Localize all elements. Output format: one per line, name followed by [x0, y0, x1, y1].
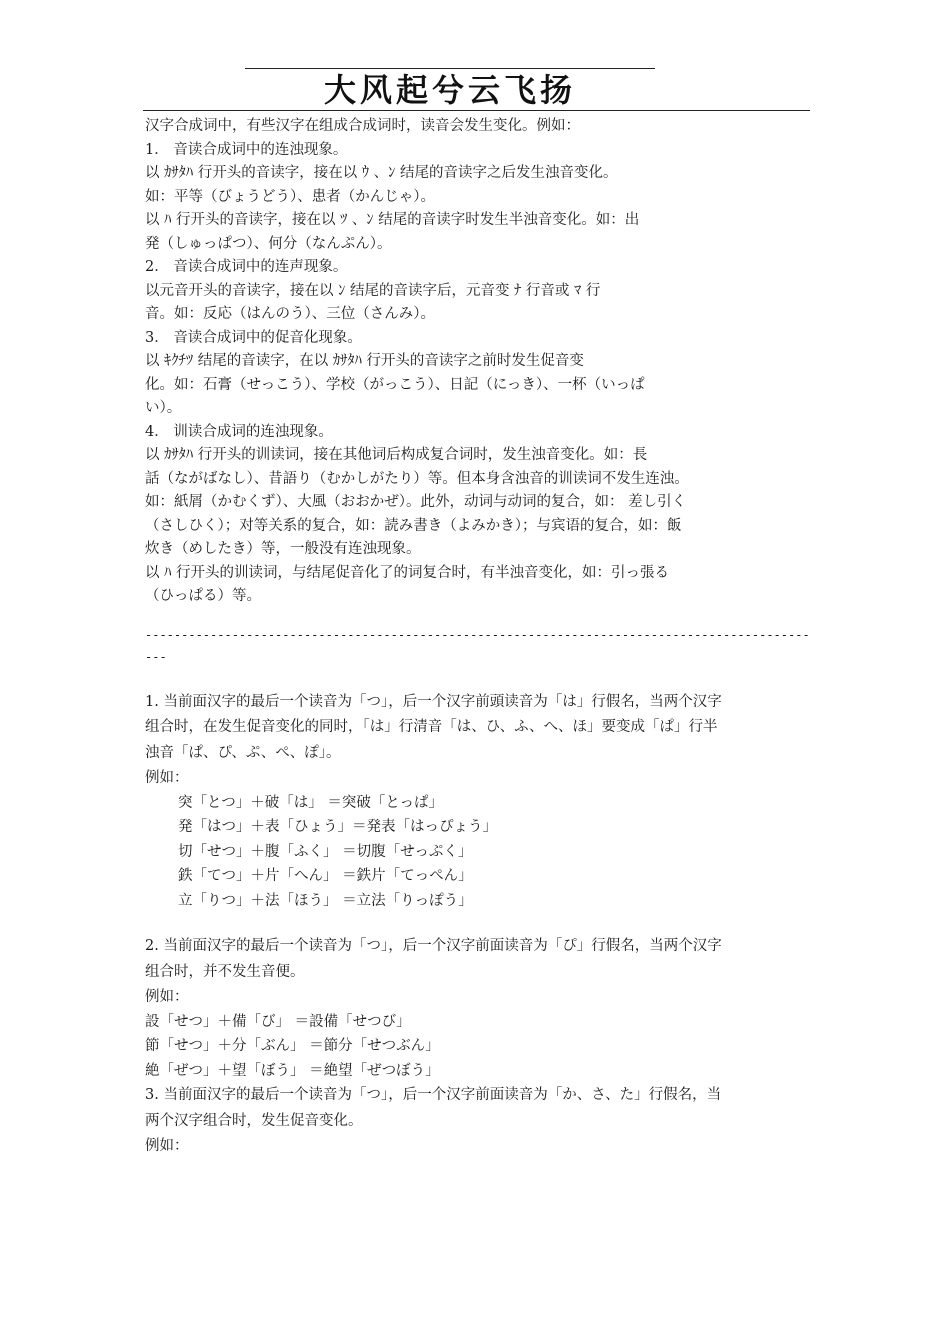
paragraph-line: 話（ながばなし）、昔語り（むかしがたり）等。但本身含浊音的训读词不发生连浊。	[145, 470, 689, 487]
spacer	[145, 913, 810, 934]
paragraph-line: い）。	[145, 400, 182, 416]
heading-4: 4． 训读合成词的连浊现象。	[145, 423, 333, 440]
intro-line: 汉字合成词中，有些汉字在组成合成词时，读音会发生变化。例如：	[145, 118, 580, 134]
paragraph-line: 以 ｷｸﾁﾂ 结尾的音读字，在以 ｶｻﾀﾊ 行开头的音读字之前时发生促音变	[145, 353, 584, 369]
paragraph-line: 如：平等（びょうどう）、患者（かんじゃ）。	[145, 188, 435, 205]
rule-1-line: 组合时，在发生促音变化的同时，「は」行清音「は、ひ、ふ、へ、ほ」要变成「ぱ」行半	[145, 719, 718, 735]
paragraph-line: 如：紙屑（かむくず）、大風（おおかぜ）。此外，动词与动词的复合，如： 差し引く	[145, 494, 687, 510]
example-label: 例如：	[145, 1138, 189, 1154]
example-label: 例如：	[145, 989, 189, 1005]
paragraph-line: 炊き（めしたき）等，一般没有连浊现象。	[145, 541, 421, 557]
rule-1-line: 1. 当前面汉字的最后一个读音为「つ」，后一个汉字前頭读音为「は」行假名，当两个汉字	[145, 693, 722, 710]
paragraph-line: 以 ｶｻﾀﾊ 行开头的训读词，接在其他词后构成复合词时，发生浊音变化。如：長	[145, 447, 648, 463]
paragraph-line: 以元音开头的音读字，接在以 ﾝ 结尾的音读字后，元音变 ﾅ 行音或 ﾏ 行	[145, 282, 601, 299]
example-row: 鉄「てつ」＋片「へん」 ＝鉄片「てっぺん」	[178, 868, 473, 884]
paragraph-line: 化。如：石膏（せっこう）、学校（がっこう）、日記（にっき）、一杯（いっぱ	[145, 376, 645, 393]
header-bottom-rule	[143, 110, 810, 111]
example-row: 立「りつ」＋法「ほう」 ＝立法「りっぽう」	[178, 892, 473, 909]
example-row: 突「とつ」＋破「は」 ＝突破「とっぱ」	[178, 794, 444, 811]
rule-2-line: 组合时，并不发生音便。	[145, 963, 305, 980]
heading-1: 1． 音读合成词中的连浊现象。	[145, 141, 348, 158]
example-row: 設「せつ」＋備「び」 ＝設備「せつび」	[145, 1013, 411, 1030]
spacer	[145, 609, 810, 624]
paragraph-line: 以 ﾊ 行开头的音读字，接在以 ﾂ 、ﾝ 结尾的音读字时发生半浊音变化。如：出	[145, 212, 640, 228]
rule-3-line: 两个汉字组合时，发生促音变化。	[145, 1112, 363, 1129]
paragraph-line: 発（しゅっぱつ）、何分（なんぷん）。	[145, 235, 392, 252]
spacer	[145, 668, 810, 690]
example-row: 絶「ぜつ」＋望「ぼう」 ＝絶望「ぜつぼう」	[145, 1062, 440, 1079]
paragraph-line: （さしひく）；对等关系的复合，如：読み書き（よみかき）；与宾语的复合，如：飯	[145, 517, 682, 534]
example-row: 切「せつ」＋腹「ふく」 ＝切腹「せっぷく」	[178, 843, 473, 860]
page-header-title: 大风起兮云飞扬	[323, 71, 576, 109]
example-label: 例如：	[145, 770, 189, 786]
rule-1-line: 浊音「ぱ、ぴ、ぷ、ぺ、ぽ」。	[145, 744, 341, 761]
example-row: 発「はつ」＋表「ひょう」＝発表「はっぴょう」	[178, 819, 497, 835]
heading-3: 3． 音读合成词中的促音化现象。	[145, 329, 362, 346]
paragraph-line: 以 ﾊ 行开头的训读词，与结尾促音化了的词复合时，有半浊音变化，如：引っ張る	[145, 564, 669, 581]
rule-2-line: 2. 当前面汉字的最后一个读音为「つ」，后一个汉字前面读音为「ぴ」行假名，当两个汉字	[145, 938, 722, 954]
dashed-divider: -----------------------------------------------------------------------------------------------	[145, 627, 810, 664]
paragraph-line: （ひっぱる）等。	[145, 588, 261, 604]
paragraph-line: 以 ｶｻﾀﾊ 行开头的音读字，接在以 ｳ 、ﾝ 结尾的音读字之后发生浊音变化。	[145, 165, 618, 181]
document-body	[145, 115, 810, 1159]
heading-2: 2． 音读合成词中的连声现象。	[145, 259, 348, 275]
example-row: 節「せつ」＋分「ぶん」 ＝節分「せつぶん」	[145, 1038, 440, 1054]
paragraph-line: 音。如：反応（はんのう）、三位（さんみ）。	[145, 306, 435, 322]
rule-3-line: 3. 当前面汉字的最后一个读音为「つ」，后一个汉字前面读音为「か、さ、た」行假名，当	[145, 1087, 722, 1103]
